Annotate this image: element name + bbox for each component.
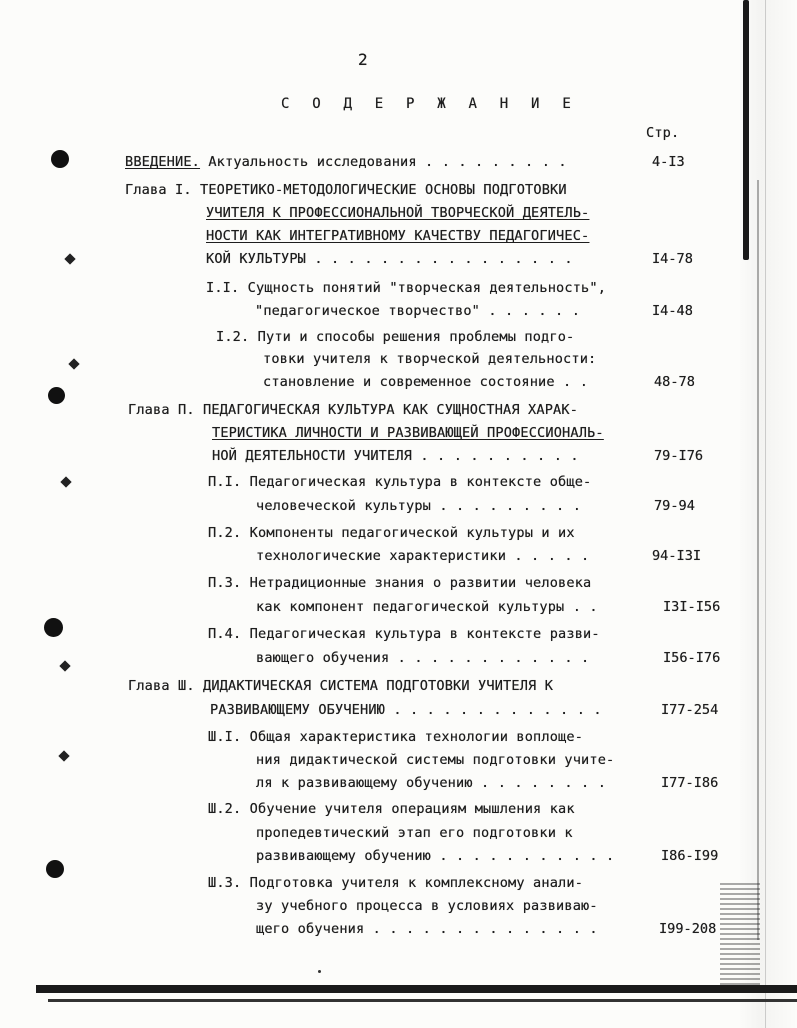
toc-text: Актуальность исследования . . . . . . . . . (200, 154, 567, 170)
toc-page-range: I3I-I56 (663, 599, 721, 615)
binding-mark (58, 750, 69, 761)
toc-line: человеческой культуры . . . . . . . . . (256, 498, 582, 514)
toc-line: товки учителя к творческой деятельности: (263, 351, 597, 367)
punch-hole (46, 860, 64, 878)
toc-line: Глава П. ПЕДАГОГИЧЕСКАЯ КУЛЬТУРА КАК СУЩНОСТНАЯ ХАРАК- (128, 402, 579, 418)
toc-line: щего обучения . . . . . . . . . . . . . . (256, 921, 598, 937)
toc-line: Ш.I. Общая характеристика технологии воплоще- (208, 729, 584, 745)
binding-mark (68, 358, 79, 369)
page-number: 2 (358, 50, 368, 69)
binding-mark (64, 253, 75, 264)
scan-edge-line (765, 0, 766, 1028)
toc-line: КОЙ КУЛЬТУРЫ . . . . . . . . . . . . . . . . (206, 251, 573, 267)
toc-line: как компонент педагогической культуры . . (256, 599, 598, 615)
toc-line: П.I. Педагогическая культура в контексте обще- (208, 474, 592, 490)
toc-line: Глава I. ТЕОРЕТИКО-МЕТОДОЛОГИЧЕСКИЕ ОСНОВЫ ПОДГОТОВКИ (125, 182, 567, 198)
scan-edge-mark (743, 0, 749, 260)
toc-page-range: I99-208 (659, 921, 717, 937)
punch-hole (44, 618, 63, 637)
punch-hole (51, 150, 69, 168)
toc-line: I.2. Пути и способы решения проблемы подго- (216, 329, 575, 345)
toc-label: ВВЕДЕНИЕ. (125, 154, 201, 170)
toc-line: технологические характеристики . . . . . (256, 548, 590, 564)
scan-bottom-edge (48, 999, 797, 1002)
toc-line: ТЕРИСТИКА ЛИЧНОСТИ И РАЗВИВАЮЩЕЙ ПРОФЕССИОНАЛЬ- (212, 425, 604, 441)
toc-line: Ш.2. Обучение учителя операциям мышления как (208, 801, 575, 817)
toc-line: П.3. Нетрадиционные знания о развитии человека (208, 575, 592, 591)
toc-line: вающего обучения . . . . . . . . . . . . (256, 650, 590, 666)
toc-page-range: I4-48 (652, 303, 693, 319)
toc-line: РАЗВИВАЮЩЕМУ ОБУЧЕНИЮ . . . . . . . . . . . . . (210, 702, 602, 718)
page-column-header: Стр. (646, 125, 680, 141)
toc-line: ля к развивающему обучению . . . . . . . . (256, 775, 607, 791)
toc-line (125, 156, 567, 170)
toc-line: Глава Ш. ДИДАКТИЧЕСКАЯ СИСТЕМА ПОДГОТОВКИ УЧИТЕЛЯ К (128, 678, 554, 694)
toc-page-range: 94-I3I (652, 548, 702, 564)
toc-line: ния дидактической системы подготовки учите- (256, 752, 615, 768)
toc-line: "педагогическое творчество" . . . . . . (255, 303, 581, 319)
toc-line: УЧИТЕЛЯ К ПРОФЕССИОНАЛЬНОЙ ТВОРЧЕСКОЙ ДЕЯТЕЛЬ- (206, 205, 590, 221)
scan-bottom-edge (36, 985, 797, 993)
scan-speck (318, 970, 321, 973)
toc-line: НОЙ ДЕЯТЕЛЬНОСТИ УЧИТЕЛЯ . . . . . . . . . . (212, 448, 579, 464)
toc-line: П.4. Педагогическая культура в контексте разви- (208, 626, 600, 642)
toc-page-range: I4-78 (652, 251, 693, 267)
toc-page-range: 79-94 (654, 498, 695, 514)
toc-page-range: 4-I3 (652, 154, 685, 170)
scan-edge-line (757, 180, 759, 940)
toc-line: Ш.3. Подготовка учителя к комплексному анали- (208, 875, 584, 891)
toc-line: П.2. Компоненты педагогической культуры и их (208, 525, 575, 541)
toc-line: зу учебного процесса в условиях развиваю- (256, 898, 598, 914)
toc-page-range: I77-I86 (661, 775, 719, 791)
toc-page-range: I56-I76 (663, 650, 721, 666)
toc-page-range: I77-254 (661, 702, 719, 718)
toc-line: пропедевтический этап его подготовки к (256, 825, 573, 841)
toc-line: развивающему обучению . . . . . . . . . . . (256, 848, 615, 864)
toc-page-range: I86-I99 (661, 848, 719, 864)
toc-line: I.I. Сущность понятий "творческая деятельность", (206, 280, 607, 296)
page-title: С О Д Е Р Ж А Н И Е (281, 96, 578, 112)
toc-line: НОСТИ КАК ИНТЕГРАТИВНОМУ КАЧЕСТВУ ПЕДАГОГИЧЕС- (206, 228, 590, 244)
punch-hole (48, 387, 65, 404)
binding-mark (60, 476, 71, 487)
toc-line: становление и современное состояние . . (263, 374, 589, 390)
toc-page-range: 79-I76 (654, 448, 704, 464)
toc-page-range: 48-78 (654, 374, 695, 390)
binding-mark (59, 660, 70, 671)
scan-edge-noise (720, 880, 760, 990)
